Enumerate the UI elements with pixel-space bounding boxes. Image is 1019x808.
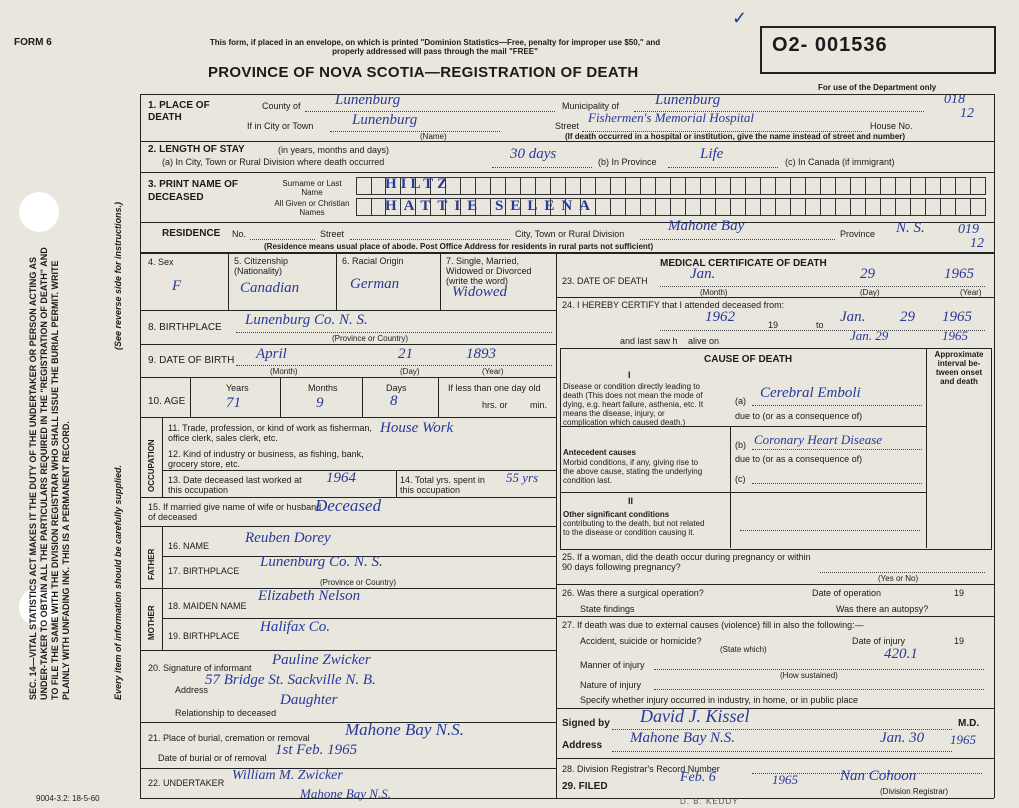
birthplace-hint: (Province or Country) — [332, 334, 409, 343]
letter-box — [506, 177, 521, 195]
letter-box — [356, 198, 372, 216]
side-careful-note: Every item of information should be carefully supplied. — [113, 464, 123, 700]
med-sep-3 — [556, 616, 994, 617]
citizenship-divider — [336, 252, 337, 310]
injury-19: 19 — [954, 636, 965, 646]
letter-box — [731, 177, 746, 195]
age-days-value: 8 — [390, 393, 398, 409]
letter-box — [911, 177, 926, 195]
letter-box — [731, 198, 746, 216]
last-saw-value: Jan. 29 — [850, 328, 889, 343]
citizenship-label: 5. Citizenship (Nationality) — [234, 256, 289, 276]
residence-no-label: No. — [232, 229, 247, 239]
mother-side-label: MOTHER — [147, 605, 156, 640]
sep-6 — [140, 344, 556, 345]
letter-box — [701, 198, 716, 216]
birthplace-label: 8. BIRTHPLACE — [148, 322, 222, 333]
form-code: 9004-3.2: 18-5-60 — [36, 794, 100, 803]
letter-box — [821, 198, 836, 216]
cause-b-label: (b) — [735, 440, 746, 450]
cause-other-divider — [730, 492, 731, 548]
marital-value: Widowed — [452, 284, 507, 300]
letter-box — [551, 177, 566, 195]
letter-box — [926, 177, 941, 195]
spouse-label: 15. If married give name of wife or husband of deceased — [148, 502, 322, 522]
residence-city-value: Mahone Bay — [668, 218, 745, 234]
letter-box — [611, 177, 626, 195]
dept-code-1: 018 — [944, 92, 965, 107]
letter-box — [596, 198, 611, 216]
letter-box — [971, 177, 986, 195]
last-saw-label: and last saw h — [620, 336, 678, 346]
less-day-label: If less than one day old — [448, 383, 541, 393]
side-reverse-note: (See reverse side for instructions.) — [113, 201, 123, 350]
letter-box — [941, 177, 956, 195]
trade-value: House Work — [380, 420, 454, 436]
form-number: FORM 6 — [14, 37, 52, 48]
med-sep-5 — [556, 758, 994, 759]
letter-box — [866, 177, 881, 195]
given-names-label: All Given or Christian Names — [274, 199, 350, 217]
sep-8 — [140, 417, 556, 418]
father-name-label: 16. NAME — [168, 541, 210, 551]
county-line — [305, 111, 555, 112]
letter-box — [716, 198, 731, 216]
hrs-label: hrs. or — [482, 400, 508, 410]
attended-to-month: Jan. — [840, 309, 866, 325]
marital-label: 7. Single, Married, Widowed or Divorced (write the word) — [446, 256, 532, 286]
origin-label: 6. Racial Origin — [342, 256, 404, 266]
sep-4 — [140, 252, 994, 254]
cause-sep-2 — [560, 492, 926, 493]
letter-box — [656, 198, 671, 216]
dept-code-2: 12 — [960, 106, 974, 121]
manner-line — [654, 669, 984, 670]
citizenship-value: Canadian — [240, 280, 300, 296]
undertaker-value: William M. Zwicker — [232, 768, 343, 783]
age-years-label: Years — [226, 383, 249, 393]
mother-birth-value: Halifax Co. — [260, 619, 330, 635]
letter-box — [611, 198, 626, 216]
industry-label: 12. Kind of industry or business, as fishing, bank, grocery store, etc. — [168, 449, 364, 469]
other-note: contributing to the death, but not related to the disease or condition causing it. — [563, 519, 705, 537]
residence-label: RESIDENCE — [162, 228, 221, 239]
cause-roman-1: I — [628, 370, 631, 380]
informant-address-label: Address — [175, 685, 209, 695]
letter-box — [641, 198, 656, 216]
due-to-b: due to (or as a consequence of) — [735, 454, 863, 464]
medical-title: MEDICAL CERTIFICATE OF DEATH — [660, 258, 827, 269]
occupation-side-divider — [162, 417, 163, 497]
operation-19: 19 — [954, 588, 965, 598]
letter-box — [836, 198, 851, 216]
cause-interval-divider — [926, 348, 927, 548]
nature-label: Nature of injury — [580, 680, 642, 690]
nature-line — [654, 689, 984, 690]
length-of-stay-hint: (in years, months and days) — [278, 145, 390, 155]
death-year-hint: (Year) — [960, 288, 982, 297]
specify-label: Specify whether injury occurred in industry, in home, or in public place — [580, 695, 858, 705]
total-years-label: 14. Total yrs. spent in this occupation — [400, 475, 485, 495]
doctor-address-label: Address — [562, 740, 603, 751]
letter-box — [851, 198, 866, 216]
sex-value: F — [172, 278, 182, 294]
attended-to-label: to — [816, 320, 824, 330]
letter-box — [626, 177, 641, 195]
letter-box — [566, 177, 581, 195]
min-label: min. — [530, 400, 548, 410]
dept-code-4: 12 — [970, 236, 984, 251]
letter-box — [881, 177, 896, 195]
immediate-label: Disease or condition directly leading to death (This does not mean the mode of dying, e.g. heart failure, asthenia, etc. It means the disease, injury, or complication which caused death.) — [563, 382, 704, 427]
informant-address-value: 57 Bridge St. Sackville N. B. — [205, 672, 376, 688]
letter-box — [836, 177, 851, 195]
residence-street-label: Street — [320, 229, 345, 239]
accident-label: Accident, suicide or homicide? — [580, 636, 702, 646]
med-sep-2 — [556, 584, 994, 585]
cause-a-value: Cerebral Emboli — [760, 385, 861, 401]
letter-box — [791, 177, 806, 195]
letter-box — [971, 198, 986, 216]
doctor-address-value: Mahone Bay N.S. — [630, 730, 735, 746]
stay-a-line — [492, 167, 592, 168]
death-day-hint: (Day) — [860, 288, 880, 297]
county-label: County of — [262, 101, 301, 111]
attended-to-year: 1965 — [942, 309, 972, 325]
print-name-label: 3. PRINT NAME OF DECEASED — [148, 179, 239, 203]
age-months-label: Months — [308, 383, 338, 393]
length-of-stay-label: 2. LENGTH OF STAY — [148, 144, 245, 155]
burial-date-label: Date of burial or of removal — [158, 753, 267, 763]
cause-b-value: Coronary Heart Disease — [754, 432, 883, 447]
sep-9 — [162, 470, 556, 471]
given-names-value: HATTIE SELENA — [385, 198, 598, 214]
registration-number: O2- 001536 — [772, 34, 888, 56]
sep-3 — [140, 222, 994, 223]
frame-bottom — [140, 798, 994, 799]
cause-a-line — [752, 405, 922, 406]
death-year: 1965 — [944, 266, 974, 282]
how-sustained-hint: (How sustained) — [780, 671, 838, 680]
undertaker-value-2: Mahone Bay N.S. — [300, 786, 391, 801]
last-worked-value: 1964 — [326, 470, 356, 486]
letter-box — [866, 198, 881, 216]
antecedent-note: Morbid conditions, if any, giving rise to the above cause, stating the underlying condition last. — [563, 458, 703, 485]
letter-box — [941, 198, 956, 216]
origin-divider — [440, 252, 441, 310]
burial-value: Mahone Bay N.S. — [345, 720, 464, 739]
letter-box — [926, 198, 941, 216]
yes-no-hint: (Yes or No) — [878, 574, 919, 583]
sep-2 — [140, 172, 994, 173]
letter-box — [911, 198, 926, 216]
letter-box — [656, 177, 671, 195]
letter-box — [956, 198, 971, 216]
md-label: M.D. — [958, 718, 980, 729]
mother-name-value: Elizabeth Nelson — [258, 588, 361, 604]
letter-box — [776, 198, 791, 216]
registrar-hint: (Division Registrar) — [880, 787, 949, 796]
birthplace-value: Lunenburg Co. N. S. — [245, 312, 368, 328]
registrar-signature: Nan Cohoon — [840, 768, 917, 784]
filed-date: Feb. 6 — [680, 770, 716, 785]
house-label: House No. — [870, 121, 913, 131]
letter-box — [896, 177, 911, 195]
med-sep-4 — [556, 708, 994, 709]
sep-5 — [140, 310, 556, 311]
cause-c-label: (c) — [735, 474, 746, 484]
letter-box — [701, 177, 716, 195]
letter-box — [476, 177, 491, 195]
manner-value: 420.1 — [884, 646, 918, 662]
attended-to-day: 29 — [900, 309, 915, 325]
stay-a-label: (a) In City, Town or Rural Division where death occurred — [162, 157, 385, 167]
sep-7 — [140, 377, 556, 378]
stay-b-label: (b) In Province — [598, 157, 657, 167]
letter-box — [761, 177, 776, 195]
doctor-address-year: 1965 — [950, 732, 976, 747]
age-div-4 — [438, 377, 439, 417]
bottom-signature: D. B. KEDDY — [680, 797, 739, 806]
stay-b-line — [668, 167, 778, 168]
other-label: Other significant conditions — [563, 510, 670, 519]
letter-box — [746, 177, 761, 195]
letter-box — [521, 177, 536, 195]
attended-from-year: 1962 — [705, 309, 735, 325]
letter-box — [791, 198, 806, 216]
mother-birth-label: 19. BIRTHPLACE — [168, 631, 240, 641]
municipality-label: Municipality of — [562, 101, 620, 111]
residence-no-line — [250, 239, 315, 240]
letter-box — [641, 177, 656, 195]
origin-value: German — [350, 276, 400, 292]
city-label: If in City or Town — [247, 121, 314, 131]
father-side-divider — [162, 526, 163, 588]
letter-box — [851, 177, 866, 195]
age-years-value: 71 — [226, 395, 241, 411]
cause-title: CAUSE OF DEATH — [704, 354, 793, 365]
mother-name-label: 18. MAIDEN NAME — [168, 601, 247, 611]
residence-city-line — [640, 239, 835, 240]
age-div-1 — [190, 377, 191, 417]
letter-box — [461, 177, 476, 195]
age-label: 10. AGE — [148, 396, 186, 407]
age-months-value: 9 — [316, 395, 324, 411]
med-sep-1 — [556, 297, 994, 298]
signed-label: Signed by — [562, 718, 610, 729]
letter-box — [956, 177, 971, 195]
frame-top — [140, 94, 994, 95]
certify-label: 24. I HEREBY CERTIFY that I attended deceased from: — [562, 300, 785, 310]
letter-box — [626, 198, 641, 216]
letter-box — [671, 198, 686, 216]
postage-note: This form, if placed in an envelope, on which is printed "Dominion Statistics—Free, penalty for improper use $50," and properly addressed will pass through the mail "FREE" — [209, 38, 661, 56]
letter-box — [716, 177, 731, 195]
middle-divider — [556, 252, 557, 798]
residence-province-value: N. S. — [896, 220, 925, 236]
date-of-injury-label: Date of injury — [852, 636, 906, 646]
father-name-value: Reuben Dorey — [245, 530, 331, 546]
state-which-hint: (State which) — [720, 645, 767, 654]
dob-month-hint: (Month) — [270, 367, 298, 376]
letter-box — [596, 177, 611, 195]
spouse-value: Deceased — [315, 496, 382, 515]
father-birth-value: Lunenburg Co. N. S. — [260, 554, 383, 570]
cause-c-line — [752, 483, 922, 484]
relation-label: Relationship to deceased — [175, 708, 277, 718]
sep-14 — [162, 618, 556, 619]
department-note: For use of the Department only — [818, 83, 937, 92]
burial-label: 21. Place of burial, cremation or removal — [148, 733, 310, 743]
punch-hole-top — [19, 192, 59, 232]
residence-street-line — [350, 239, 510, 240]
death-month-hint: (Month) — [700, 288, 728, 297]
frame-right — [994, 94, 995, 798]
occupation-side-label: OCCUPATION — [147, 439, 156, 492]
doctor-address-date: Jan. 30 — [880, 730, 925, 746]
letter-box — [881, 198, 896, 216]
sep-11 — [140, 526, 556, 527]
surname-label: Surname or Last Name — [282, 179, 342, 197]
last-worked-label: 13. Date deceased last worked at this occupation — [168, 475, 302, 495]
residence-province-label: Province — [840, 229, 876, 239]
letter-box — [371, 198, 386, 216]
total-years-divider — [396, 470, 397, 497]
street-value: Fishermen's Memorial Hospital — [588, 110, 754, 125]
letter-box — [581, 177, 596, 195]
cause-sep-1 — [560, 426, 926, 427]
burial-date-value: 1st Feb. 1965 — [275, 742, 358, 758]
father-birth-label: 17. BIRTHPLACE — [168, 566, 240, 576]
father-side-label: FATHER — [147, 548, 156, 580]
date-of-death-label: 23. DATE OF DEATH — [562, 276, 648, 286]
alive-on-label: alive on — [688, 336, 720, 346]
letter-box — [761, 198, 776, 216]
last-saw-year: 1965 — [942, 328, 968, 343]
dob-year-hint: (Year) — [482, 367, 504, 376]
relation-value: Daughter — [280, 692, 338, 708]
check-mark-icon: ✓ — [732, 8, 748, 28]
residence-note: (Residence means usual place of abode. Post Office Address for residents in rural parts not sufficient) — [264, 242, 654, 251]
other-line — [740, 530, 920, 531]
dob-line — [236, 365, 552, 366]
city-name-hint: (Name) — [420, 132, 447, 141]
age-div-3 — [362, 377, 363, 417]
dob-day-hint: (Day) — [400, 367, 420, 376]
side-instructions: SEC. 14—VITAL STATISTICS ACT MAKES IT THE DUTY OF THE UNDERTAKER OR PERSON ACTING AS UNDER-TAKER TO OBTAIN ALL THE PARTICULARS REQUIRED IN THE "REGISTRATION OF DEATH" AND TO FILE THE SAME WITH THE DIVISION REGISTRAR WHO SHALL ISSUE THE BURIAL PERMIT. WRITE PLAINLY WITH UNFADING INK. THIS IS A PERMANENT RECORD. — [28, 247, 71, 700]
city-value: Lunenburg — [352, 112, 418, 128]
institution-note: (If death occurred in a hospital or institution, give the name instead of street and number) — [565, 132, 906, 141]
attended-line — [660, 330, 985, 331]
letter-box — [896, 198, 911, 216]
signed-value: David J. Kissel — [640, 706, 750, 726]
record-number-label: 28. Division Registrar's Record Number — [562, 764, 720, 774]
letter-box — [806, 177, 821, 195]
sex-divider — [228, 252, 229, 310]
dob-label: 9. DATE OF BIRTH — [148, 355, 235, 366]
operation-date-label: Date of operation — [812, 588, 882, 598]
mother-side-divider — [162, 588, 163, 650]
father-birth-hint: (Province or Country) — [320, 578, 397, 587]
letter-box — [686, 198, 701, 216]
dob-day: 21 — [398, 346, 413, 362]
due-to-a: due to (or as a consequence of) — [735, 411, 863, 421]
state-findings-label: State findings — [580, 604, 635, 614]
letter-box — [746, 198, 761, 216]
trade-label: 11. Trade, profession, or kind of work as fisherman, office clerk, sales clerk, etc. — [168, 423, 372, 443]
dept-code-3: 019 — [958, 222, 979, 237]
letter-box — [671, 177, 686, 195]
stay-a-value: 30 days — [510, 146, 557, 162]
cause-b-line — [752, 449, 922, 450]
cause-a-label: (a) — [735, 396, 746, 406]
operation-question: 26. Was there a surgical operation? — [562, 588, 704, 598]
dob-month: April — [256, 346, 287, 362]
letter-box — [821, 177, 836, 195]
external-causes-question: 27. If death was due to external causes (violence) fill in also the following:— — [562, 620, 864, 630]
residence-city-label: City, Town or Rural Division — [515, 229, 625, 239]
cause-roman-2: II — [628, 496, 634, 506]
page-title: PROVINCE OF NOVA SCOTIA—REGISTRATION OF DEATH — [208, 64, 639, 81]
autopsy-label: Was there an autopsy? — [836, 604, 929, 614]
stay-b-value: Life — [700, 146, 724, 162]
sep-1 — [140, 141, 994, 142]
letter-box — [356, 177, 372, 195]
surname-value: HILTZ — [385, 176, 452, 192]
undertaker-label: 22. UNDERTAKER — [148, 778, 225, 788]
letter-box — [776, 177, 791, 195]
place-of-death-label: 1. PLACE OF DEATH — [148, 100, 210, 123]
interval-label: Approximate interval be-tween onset and death — [934, 350, 984, 386]
letter-box — [536, 177, 551, 195]
frame-left — [140, 94, 141, 798]
total-years-value: 55 yrs — [506, 470, 539, 485]
attended-19-label: 19 — [768, 320, 779, 330]
city-line — [330, 131, 500, 132]
letter-box — [491, 177, 506, 195]
date-of-death-line — [660, 286, 985, 287]
stay-c-label: (c) In Canada (if immigrant) — [785, 157, 895, 167]
informant-value: Pauline Zwicker — [272, 652, 371, 668]
manner-label: Manner of injury — [580, 660, 645, 670]
death-month: Jan. — [690, 266, 716, 282]
sex-label: 4. Sex — [148, 257, 174, 267]
sep-17 — [140, 768, 556, 769]
municipality-value: Lunenburg — [655, 92, 721, 108]
cause-inner-divider — [730, 426, 731, 492]
antecedent-label: Antecedent causes — [563, 448, 636, 457]
pregnancy-question: 25. If a woman, did the death occur during pregnancy or within 90 days following pregnancy? — [562, 552, 811, 572]
letter-box — [686, 177, 701, 195]
informant-label: 20. Signature of informant — [148, 663, 252, 673]
street-label: Street — [555, 121, 580, 131]
letter-box — [371, 177, 386, 195]
doctor-address-line — [612, 751, 952, 752]
birthplace-line — [236, 332, 552, 333]
sep-15 — [140, 650, 556, 651]
pregnancy-line — [820, 572, 985, 573]
age-days-label: Days — [386, 383, 407, 393]
county-value: Lunenburg — [335, 92, 401, 108]
dob-year: 1893 — [466, 346, 496, 362]
age-div-2 — [280, 377, 281, 417]
letter-box — [806, 198, 821, 216]
filed-year: 1965 — [772, 772, 798, 787]
filed-label: 29. FILED — [562, 781, 608, 792]
death-day: 29 — [860, 266, 875, 282]
